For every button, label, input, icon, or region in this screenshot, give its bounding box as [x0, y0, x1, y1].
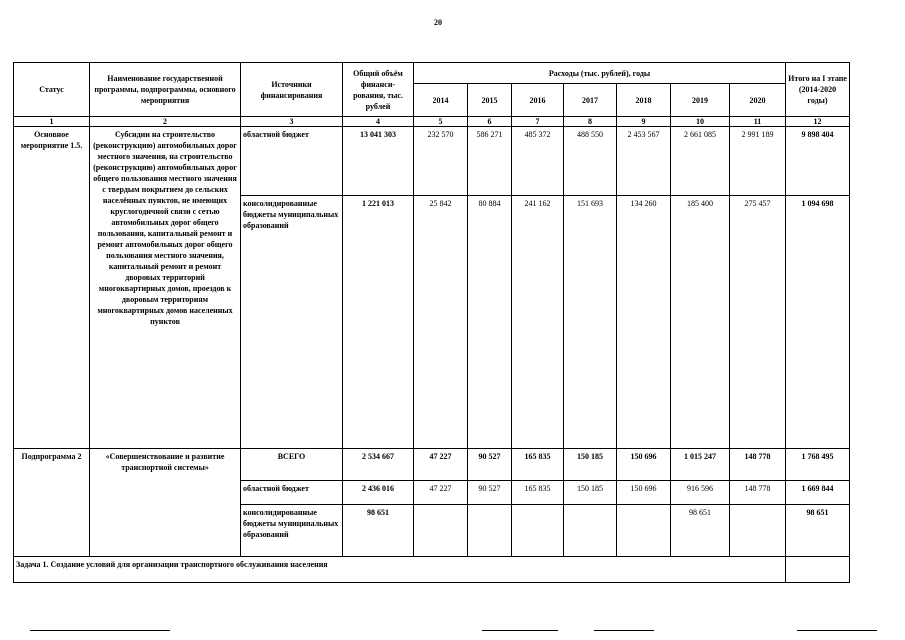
table-row: [14, 449, 850, 481]
column-number: 6: [468, 117, 512, 127]
year-cell: 165 835: [512, 481, 564, 505]
final-cell: 1 768 495: [786, 449, 850, 481]
source-cell: областной бюджет: [241, 127, 343, 196]
year-cell: 150 185: [564, 449, 617, 481]
year-cell: 90 527: [468, 449, 512, 481]
column-number: 8: [564, 117, 617, 127]
footer-rule: [797, 630, 877, 631]
footer-rule: [482, 630, 558, 631]
year-header: 2019: [671, 84, 730, 117]
column-number: 7: [512, 117, 564, 127]
year-cell: [468, 505, 512, 557]
year-header: 2018: [617, 84, 671, 117]
column-number: 10: [671, 117, 730, 127]
year-cell: 485 372: [512, 127, 564, 196]
expenses-header: Расходы (тыс. рублей), годы: [414, 63, 786, 84]
subprogram-name: «Совершенствование и развитие транспортной системы»: [90, 449, 241, 557]
year-cell: 25 842: [414, 196, 468, 449]
total-cell: 13 041 303: [343, 127, 414, 196]
year-cell: 80 884: [468, 196, 512, 449]
year-cell: 2 661 085: [671, 127, 730, 196]
year-cell: 165 835: [512, 449, 564, 481]
header-row: [14, 63, 850, 84]
task-empty-cell: [786, 557, 850, 583]
year-cell: 488 550: [564, 127, 617, 196]
year-cell: 185 400: [671, 196, 730, 449]
year-cell: [730, 505, 786, 557]
year-cell: [617, 505, 671, 557]
year-cell: 47 227: [414, 449, 468, 481]
year-header: 2020: [730, 84, 786, 117]
year-cell: 98 651: [671, 505, 730, 557]
year-cell: 232 570: [414, 127, 468, 196]
footer-rule: [594, 630, 654, 631]
column-number: 4: [343, 117, 414, 127]
year-header: 2014: [414, 84, 468, 117]
year-cell: 2 991 189: [730, 127, 786, 196]
subprogram-status: Подпрограмма 2: [14, 449, 90, 557]
year-cell: 47 227: [414, 481, 468, 505]
task-row: [14, 557, 850, 583]
final-cell: 1 669 844: [786, 481, 850, 505]
year-header: 2015: [468, 84, 512, 117]
final-cell: 1 094 698: [786, 196, 850, 449]
main-event-status: Основное мероприятие 1.5.: [14, 127, 90, 449]
total-cell: 98 651: [343, 505, 414, 557]
status-header: Статус: [14, 63, 90, 117]
column-numbers-row: [14, 117, 850, 127]
table-row: [14, 127, 850, 196]
total-cell: 1 221 013: [343, 196, 414, 449]
year-cell: 151 693: [564, 196, 617, 449]
source-cell: ВСЕГО: [241, 449, 343, 481]
page-number: 20: [434, 18, 442, 27]
source-cell: консолидированные бюджеты муниципальных образований: [241, 505, 343, 557]
name-header: Наименование государственной программы, подпрограммы, основного мероприятия: [90, 63, 241, 117]
final-cell: 98 651: [786, 505, 850, 557]
total-cell: 2 436 016: [343, 481, 414, 505]
year-cell: [414, 505, 468, 557]
total-header: Общий объём финанси-рования, тыс. рублей: [343, 63, 414, 117]
year-cell: 148 778: [730, 481, 786, 505]
main-event-name: Субсидии на строительство (реконструкцию) автомобильных дорог местного значения, на строительство (реконструкцию) автомобильных дорог общего пользования местного значения с твердым покрытием до сельских населённых пунктов, не имеющих круглогодичной связи с сетью автомобильных дорог общего пользования, капитальный ремонт и ремонт автомобильных дорог общего пользования местного значения, капитальный ремонт и ремонт дворовых территорий многоквартирных домов, проездов к дворовым территориям многоквартирных домов населенных пунктов: [90, 127, 241, 449]
column-number: 11: [730, 117, 786, 127]
column-number: 1: [14, 117, 90, 127]
source-cell: областной бюджет: [241, 481, 343, 505]
year-cell: 148 778: [730, 449, 786, 481]
final-cell: 9 898 404: [786, 127, 850, 196]
year-cell: 150 185: [564, 481, 617, 505]
year-header: 2017: [564, 84, 617, 117]
financing-table: [13, 62, 850, 583]
year-header: 2016: [512, 84, 564, 117]
column-number: 3: [241, 117, 343, 127]
year-cell: [512, 505, 564, 557]
year-cell: 241 162: [512, 196, 564, 449]
column-number: 5: [414, 117, 468, 127]
year-cell: [564, 505, 617, 557]
total-cell: 2 534 667: [343, 449, 414, 481]
final-header: Итого на I этапе (2014-2020 годы): [786, 63, 850, 117]
year-cell: 90 527: [468, 481, 512, 505]
year-cell: 275 457: [730, 196, 786, 449]
column-number: 12: [786, 117, 850, 127]
year-cell: 150 696: [617, 449, 671, 481]
year-cell: 586 271: [468, 127, 512, 196]
column-number: 9: [617, 117, 671, 127]
column-number: 2: [90, 117, 241, 127]
source-cell: консолидированные бюджеты муниципальных образований: [241, 196, 343, 449]
year-cell: 1 015 247: [671, 449, 730, 481]
sources-header: Источники финансирования: [241, 63, 343, 117]
task-text: Задача 1. Создание условий для организации транспортного обслуживания населения: [14, 557, 786, 583]
year-cell: 150 696: [617, 481, 671, 505]
year-cell: 2 453 567: [617, 127, 671, 196]
year-cell: 916 596: [671, 481, 730, 505]
year-cell: 134 260: [617, 196, 671, 449]
footer-rule: [30, 630, 170, 631]
